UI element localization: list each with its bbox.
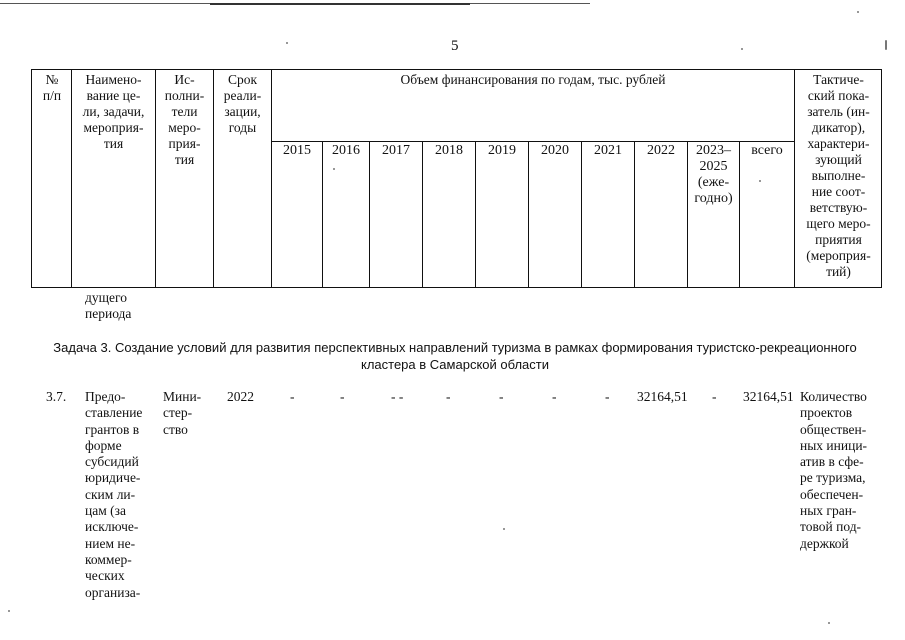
page-number: 5 [451,38,459,54]
header-year: 2019 [488,143,516,158]
year-divider [322,142,323,287]
row-term: 2022 [227,389,254,404]
year-divider [581,142,582,287]
row-value-2015: - [290,389,295,404]
row-value-total: 32164,51 [743,389,794,404]
header-financing-title: Объем финансирования по годам, тыс. рублей [400,72,666,87]
header-year: 2018 [435,143,463,158]
header-year: 2015 [283,143,311,158]
row-value-2023-2025: - [712,389,717,404]
header-year: 2016 [332,143,360,158]
row-number: 3.7. [46,389,67,404]
header-year: 2017 [382,143,410,158]
scan-speck [741,48,743,50]
header-year: 2020 [541,143,569,158]
header-year-range: 2023– 2025 (еже- годно) [694,143,733,206]
row-indicator: Количество проектов обществен- ных иници- атив в сфе- ре туризма, обеспечен- ных гран- товой под- держкой [800,389,868,551]
scan-speck [333,168,335,170]
header-year: 2022 [647,143,675,158]
scan-speck [759,180,761,182]
row-value-2019: - [499,389,504,404]
scan-speck [857,11,859,13]
financing-subheader-rule [271,141,794,142]
scan-speck [885,40,887,50]
year-divider [475,142,476,287]
year-divider [422,142,423,287]
header-col-term: Срок реали- зации, годы [223,72,262,135]
col-divider [271,70,272,287]
header-col-executor: Ис- полни- тели меро- прия- тия [164,72,205,167]
scan-top-rule-heavy [210,3,470,5]
carryover-text: дущего периода [85,290,132,321]
row-value-2020: - [552,389,557,404]
scan-speck [286,42,288,44]
year-divider [739,142,740,287]
year-divider [634,142,635,287]
row-value-2021: - [605,389,610,404]
row-value-2017: - - [391,389,404,404]
task-heading: Задача 3. Создание условий для развития перспективных направлений туризма в рамках формирования туристско-рекреационного кластера в Самарской области [53,340,857,372]
year-divider [528,142,529,287]
scan-speck [503,528,505,530]
row-value-2016: - [340,389,345,404]
header-year: 2021 [594,143,622,158]
row-value-2022: 32164,51 [637,389,688,404]
header-col-name: Наимено- вание це- ли, задачи, мероприя- тия [82,72,145,151]
header-total: всего [751,143,783,158]
row-executor: Мини- стер- ство [163,389,202,437]
scan-speck [8,610,10,612]
row-name: Предо- ставление грантов в форме субсидий юридиче- ским ли- цам (за исключе- нием не- коммер- ческих организа- [85,389,143,600]
row-value-2018: - [446,389,451,404]
year-divider [369,142,370,287]
header-table [31,69,882,288]
header-col-number: № п/п [42,72,62,103]
header-col-indicator: Тактиче- ский пока- затель (ин- дикатор), характери- зующий выполне- ние соот- ветствую- щего меро- приятия (мероприя- тий) [806,72,871,279]
scan-speck [828,622,830,624]
